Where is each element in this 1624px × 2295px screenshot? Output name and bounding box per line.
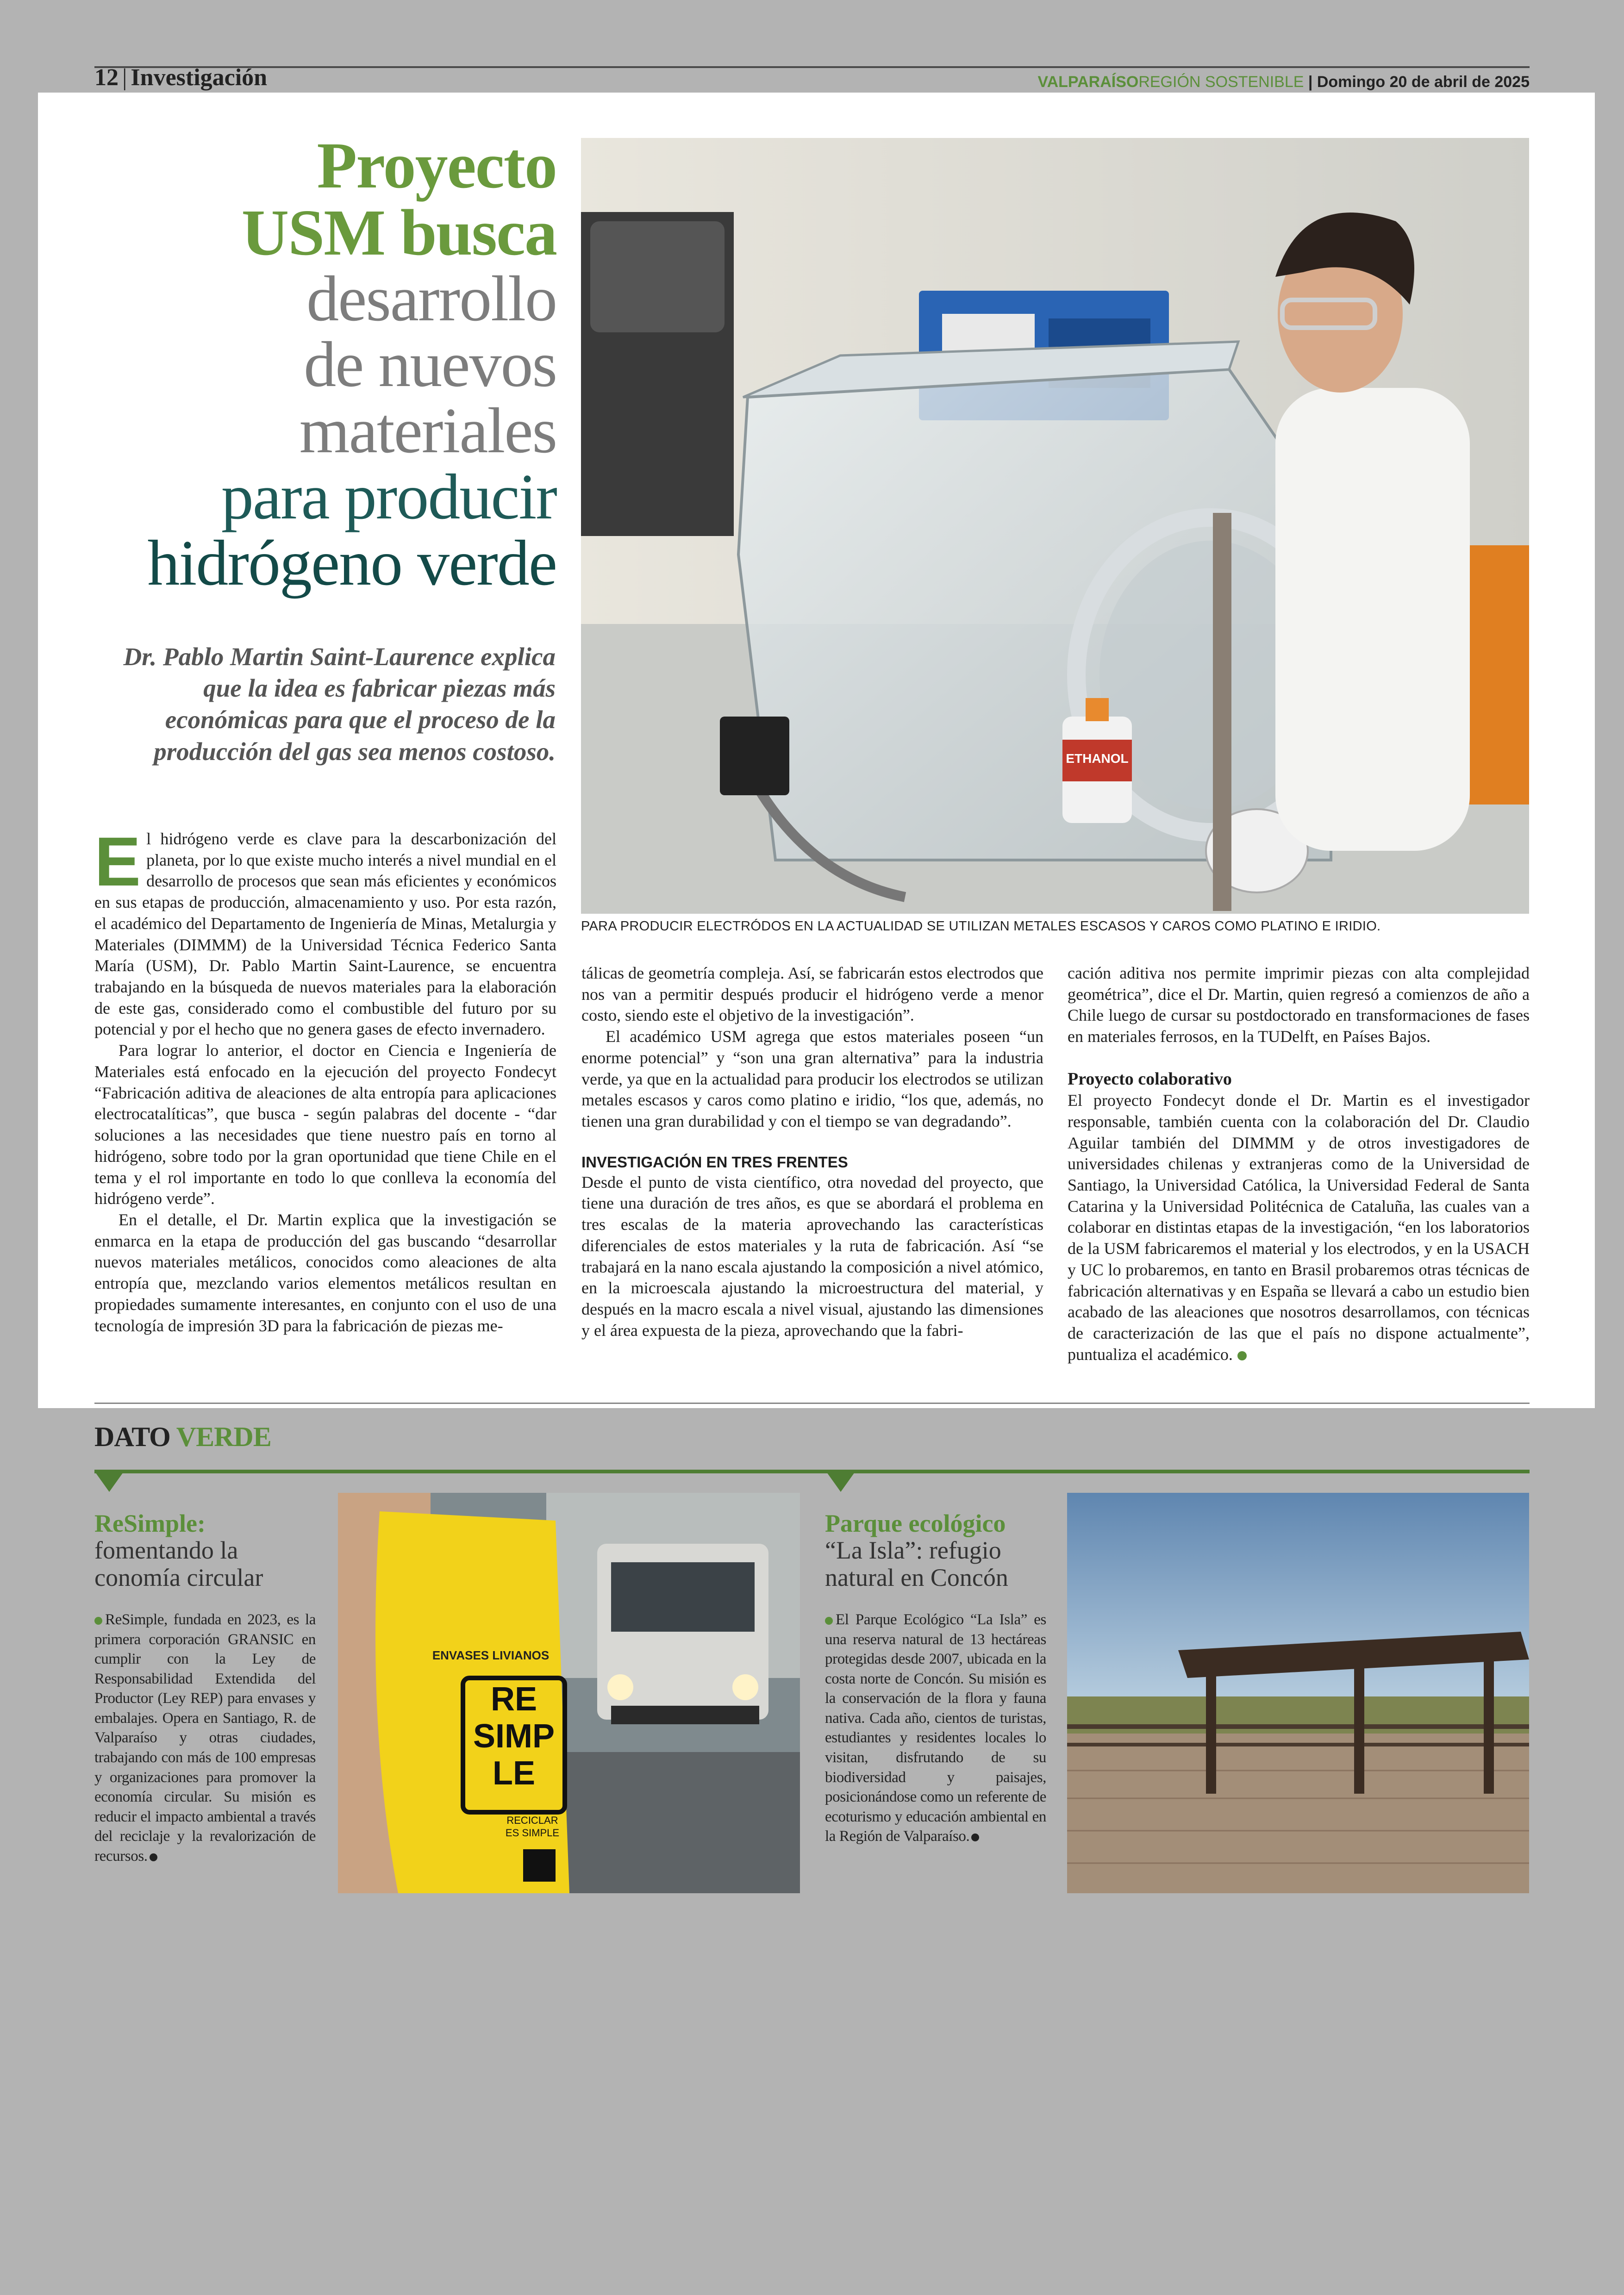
date-separator: | [1308,73,1313,91]
headline-line: de nuevos [304,329,556,401]
article-column-3 [1068,963,1530,1365]
end-dot [150,1853,157,1861]
header-separator: | [122,64,127,91]
photo-caption: PARA PRODUCIR ELECTRÓDOS EN LA ACTUALIDAD SE UTILIZAN METALES ESCASOS Y CAROS COMO PLATINO E IRIDIO. [581,919,1381,934]
paragraph: tálicas de geometría compleja. Así, se fabricarán estos electrodos que nos van a permitir después producir el hidrógeno verde a menor costo, siendo este el objetivo de la investigación”. [581,964,1043,1025]
resimple-body [94,1610,316,1866]
brand-rest: REGIÓN SOSTENIBLE [1138,73,1304,91]
resimple-photo [338,1493,800,1893]
dato-label: DATO [94,1422,170,1452]
headline [69,129,556,599]
bag-logo-line: LE [492,1755,536,1792]
resimple-title [94,1510,326,1591]
brand-city: VALPARAÍSO [1037,73,1139,91]
article-bottom-rule [94,1403,1530,1404]
paragraph [1068,1090,1530,1365]
drop-cap: E [94,823,141,900]
section-name: Investigación [131,64,268,91]
parque-title-rest: “La Isla”: refugio natural en Concón [825,1536,1008,1591]
pointer-triangle [827,1472,855,1492]
bag-tagline: RECICLAR [506,1815,558,1826]
paragraph: Desde el punto de vista científico, otra novedad del proyecto, que tiene una duración de tres años, es que se abordará el problema en tres escalas de la materia aprovechando las características diferenciales de estos materiales y la ruta de fabricación. Así “se trabajará en la nano escala ajustando la composición a nivel atómico, en la microescala ajustando la microestructura del material, y después en la macro escala a nivel visual, ajustando las dimensiones y el área expuesta de la pieza, aprovechando que la fabri- [581,1172,1043,1340]
end-mark [1237,1351,1247,1360]
bullet-dot [825,1617,833,1625]
parque-photo-illustration [1067,1493,1529,1893]
paragraph: El académico USM agrega que estos materiales poseen “un enorme potencial” y “son una gran alternativa” para la industria verde, ya que en la actualidad para producir los electrodos se utilizan metales escasos y caros como platino e iridio, “los que, además, no tienen una gran durabilidad y con el tiempo se van degradando”. [581,1027,1043,1131]
headline-line: hidrógeno verde [147,527,556,599]
bag-logo-line: RE [490,1681,537,1718]
section-header [94,64,267,96]
top-rule [94,66,1530,68]
dato-verde-label [94,1421,271,1453]
end-dot [971,1834,979,1841]
issue-date: Domingo 20 de abril de 2025 [1317,73,1530,91]
parque-title [825,1510,1056,1591]
headline-line: desarrollo [306,262,556,335]
parque-text: El Parque Ecológico “La Isla” es una reserva natural de 13 hectáreas protegidas desde 2007, ubicada en la costa norte de Concón. Su misión es la conservación de la flora y fauna nativa. Cada año, cientos de turistas, estudiantes y residentes locales lo visitan, disfrutando de su biodiversidad y paisajes, posicionándose como un referente de ecoturismo y educación ambiental en la Región de Valparaíso. [825,1611,1046,1845]
paragraph [94,823,556,1040]
headline-line: materiales [299,395,556,467]
headline-line: para producir [221,461,556,533]
subtitle-three-fronts: INVESTIGACIÓN EN TRES FRENTES [581,1153,848,1171]
paragraph: En el detalle, el Dr. Martin explica que la investigación se enmarca en la etapa de producción del gas buscando “desarrollar nuevos materiales metálicos, conocidos como aleaciones de alta entropía que, mezclando varios elementos metálicos resultan en propiedades sumamente interesantes, en conjunto con el uso de una tecnología de impresión 3D para la fabricación de piezas me- [94,1210,556,1335]
pointer-triangle [95,1472,123,1492]
bullet-dot [94,1617,102,1625]
bag-logo-line: SIMP [473,1718,555,1755]
resimple-title-rest: fomentando la conomía circular [94,1536,263,1591]
resimple-text: ReSimple, fundada en 2023, es la primera corporación GRANSIC en cumplir con la Ley de Responsabilidad Extendida del Productor (Ley REP) para envases y embalajes. Opera en Santiago, R. de Valparaíso y otras ciudades, trabajando con más de 100 empresas y organizaciones para promover la economía circular. Su misión es reducir el impacto ambiental a través del reciclaje y la revalorización de recursos. [94,1611,316,1865]
resimple-title-green: ReSimple: [94,1509,206,1537]
verde-label: VERDE [176,1422,271,1452]
parque-title-green: Parque ecológico [825,1509,1006,1537]
paragraph: cación aditiva nos permite imprimir piezas con alta complejidad geométrica”, dice el Dr. Martin, quien regresó a comienzos de año a Chile luego de cursar su postdoctorado en transformaciones de fases en materiales ferrosos, en la TUDelft, en Países Bajos. [1068,964,1530,1046]
bag-top-text: ENVASES LIVIANOS [432,1648,550,1662]
page-number: 12 [94,64,119,91]
paragraph: Para lograr lo anterior, el doctor en Ciencia e Ingeniería de Materiales está enfocado en la ejecución del proyecto Fondecyt “Fabricación aditiva de aleaciones de alta entropía para aplicaciones electrocatalíticas”, que busca - según palabras del docente - “dar soluciones a las necesidades que tiene nuestro país en torno al hidrógeno, sobre todo por la gran oportunidad que tiene Chile en el tema y el rol importante en todo lo que conlleva la economía del hidrógeno verde”. [94,1041,556,1208]
bag-tagline: ES SIMPLE [505,1827,560,1839]
article-column-2 [581,963,1043,1341]
resimple-photo-illustration [338,1493,800,1893]
parque-body [825,1610,1046,1846]
headline-line: USM busca [241,195,556,269]
subhead: Dr. Pablo Martin Saint-Laurence explica que la idea es fabricar piezas más económicas para que el proceso de la producción del gas sea menos costoso. [123,642,556,766]
lab-photo [581,138,1529,914]
paragraph-text: El proyecto Fondecyt donde el Dr. Martin es el investigador responsable, también cuenta con la colaboración del Dr. Claudio Aguilar también del DIMMM y de otros investigadores de universidades chilenas y extranjeras como de la Universidad de Santiago, la Universidad Católica, la Universidad Federal de Santa Catarina y la Universidad Politécnica de Cataluña, las cuales van a colaborar en distintas etapas de la investigación, “en los laboratorios de la USM fabricaremos el material y los electrodos, y en la USACH y UC lo probaremos, en tanto en Brasil probaremos otras técnicas de fabricación alternativas y en España se llevará a cabo un estudio bien acabado de las aleaciones que nosotros desarrollamos, con técnicas de caracterización de las que el país no dispone actualmente”, puntualiza el académico. [1068,1091,1530,1364]
bottle-label-text: ETHANOL [1066,751,1129,766]
parque-photo [1067,1493,1529,1893]
paragraph-text: l hidrógeno verde es clave para la descarbonización del planeta, por lo que existe mucho interés a nivel mundial en el desarrollo de procesos que sean más eficientes y económicos en sus etapas de producción, almacenamiento y uso. Por esta razón, el académico del Departamento de Ingeniería de Minas, Metalurgia y Materiales (DIMMM) de la Universidad Técnica Federico Santa María (USM), Dr. Pablo Martin Saint-Laurence, se encuentra trabajando en la búsqueda de nuevos materiales para la elaboración de este gas, considerado como el combustible del futuro por su potencial y por el hecho que no genera gases de efecto invernadero. [94,829,556,1039]
subtitle-collaborative: Proyecto colaborativo [1068,1069,1232,1089]
masthead-info [1037,73,1530,91]
dato-verde-bar [94,1470,1530,1473]
article-column-1 [94,823,556,1336]
headline-line: Proyecto [317,129,556,202]
lab-photo-illustration [581,138,1529,914]
